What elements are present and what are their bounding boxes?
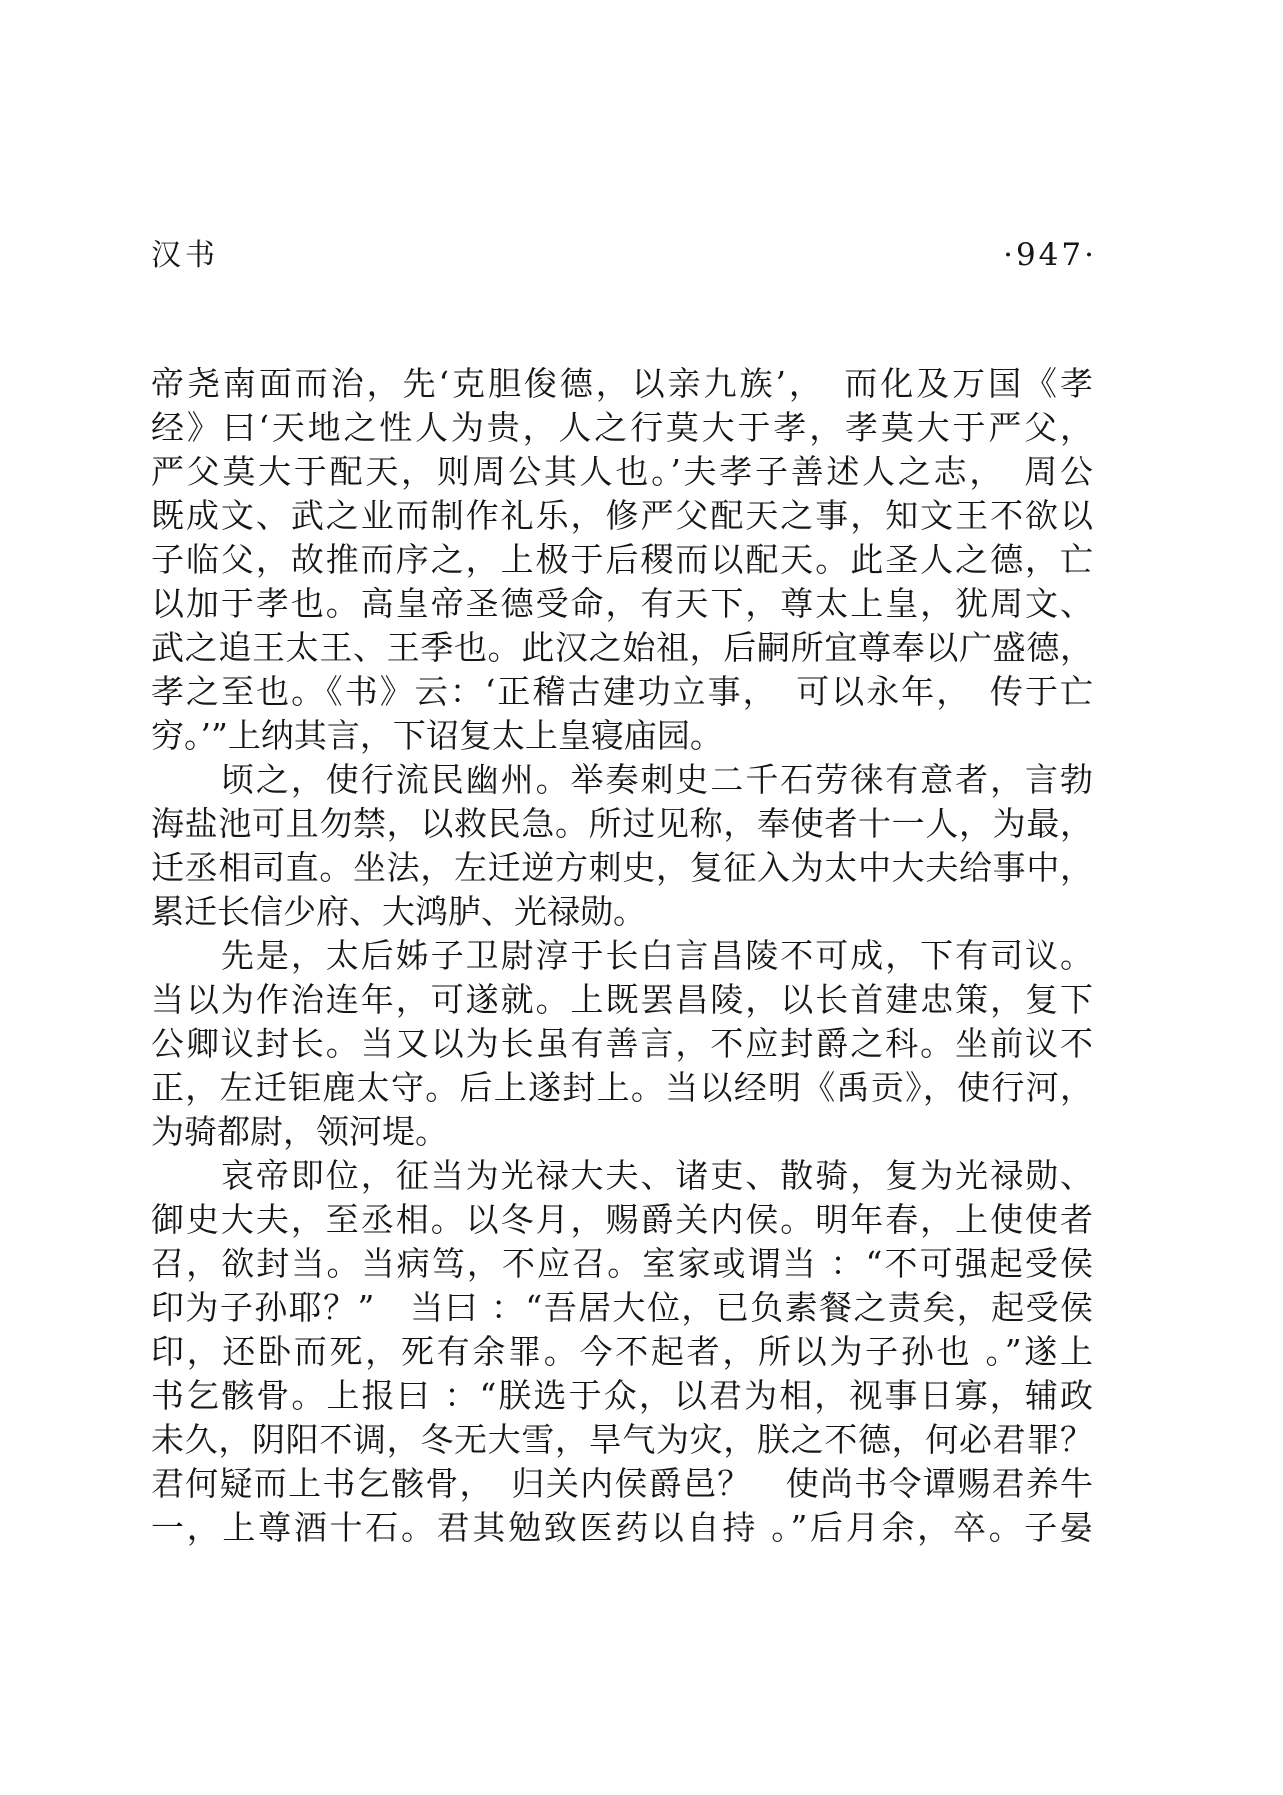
text-line: 印，还卧而死，死有余罪。今不起者，所以为子孙也 。”遂上 [151,1332,1093,1371]
text-line: 一，上尊酒十石。君其勉致医药以自持 。”后月余，卒。子晏 [151,1508,1093,1547]
text-line: 迁丞相司直。坐法，左迁逆方刺史，复征入为太中大夫给事中， [151,848,1093,887]
page-number: ·947· [1003,237,1097,273]
text-line: 为骑都尉，领河堤。 [151,1112,448,1151]
text-line: 帝尧南面而治，先‘克胆俊德，以亲九族’， 而化及万国《孝 [151,364,1093,403]
text-line: 严父莫大于配天，则周公其人也。’夫孝子善述人之志， 周公 [151,452,1093,491]
text-line: 以加于孝也。高皇帝圣德受命，有天下，尊太上皇，犹周文、 [151,584,1093,623]
text-line: 累迁长信少府、大鸿胪、光禄勋。 [151,892,646,931]
text-line: 未久，阴阳不调，冬无大雪，旱气为灾，朕之不德，何必君罪？ [151,1420,1093,1459]
text-line: 武之追王太王、王季也。此汉之始祖，后嗣所宜尊奉以广盛德， [151,628,1093,667]
text-line: 经》曰‘天地之性人为贵，人之行莫大于孝，孝莫大于严父， [151,408,1093,447]
text-line: 穷。’”上纳其言，下诏复太上皇寝庙园。 [151,716,723,755]
text-line: 书乞骸骨。上报曰 ：“朕选于众，以君为相，视事日寡，辅政 [151,1376,1093,1415]
text-line: 正，左迁钜鹿太守。后上遂封上。当以经明《禹贡》，使行河， [151,1068,1093,1107]
text-line: 君何疑而上书乞骸骨， 归关内侯爵邑？ 使尚书令谭赐君养牛 [151,1464,1093,1503]
text-line: 海盐池可且勿禁，以救民急。所过见称，奉使者十一人，为最， [151,804,1093,843]
text-line: 顷之，使行流民幽州。举奏刺史二千石劳徕有意者，言勃 [151,760,1093,799]
running-title: 汉书 [151,238,219,273]
body-text [151,362,1093,1550]
text-line: 召，欲封当。当病笃，不应召。室家或谓当 ：“不可强起受侯 [151,1244,1093,1283]
text-line: 哀帝即位，征当为光禄大夫、诸吏、散骑，复为光禄勋、 [151,1156,1093,1195]
text-line: 先是，太后姊子卫尉淳于长白言昌陵不可成，下有司议。 [151,936,1093,975]
page-header [151,236,1097,275]
text-line: 子临父，故推而序之，上极于后稷而以配天。此圣人之德，亡 [151,540,1093,579]
text-line: 御史大夫，至丞相。以冬月，赐爵关内侯。明年春，上使使者 [151,1200,1093,1239]
text-line: 印为子孙耶？” 当曰 ：“吾居大位，已负素餐之责矣，起受侯 [151,1288,1093,1327]
text-line: 公卿议封长。当又以为长虽有善言，不应封爵之科。坐前议不 [151,1024,1093,1063]
text-line: 孝之至也。《书》云：‘正稽古建功立事， 可以永年， 传于亡 [151,672,1093,711]
text-line: 当以为作治连年，可遂就。上既罢昌陵，以长首建忠策，复下 [151,980,1093,1019]
text-line: 既成文、武之业而制作礼乐，修严父配天之事，知文王不欲以 [151,496,1093,535]
